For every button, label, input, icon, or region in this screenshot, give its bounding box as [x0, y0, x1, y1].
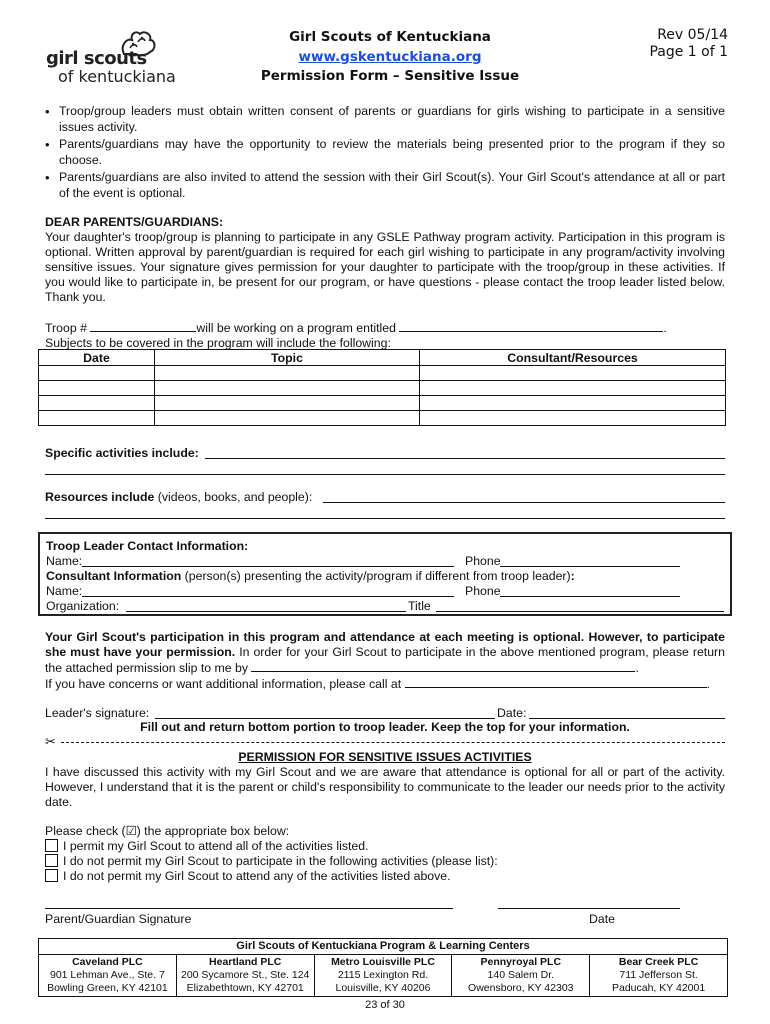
page-of: Page 1 of 1: [649, 44, 728, 60]
plc-centers-row: [39, 955, 728, 997]
table-cell[interactable]: [420, 366, 726, 381]
revision-date: Rev 05/14: [657, 27, 728, 43]
consultant-phone-field[interactable]: [500, 596, 680, 597]
plc-cell: [452, 955, 590, 997]
page-number: 23 of 30: [365, 999, 405, 1011]
table-cell[interactable]: [420, 411, 726, 426]
col-topic: Topic: [155, 350, 420, 366]
plc-name: Heartland PLC: [209, 956, 282, 968]
option-permit-all: [45, 839, 498, 854]
specific-activities-row: [45, 446, 725, 462]
consultant-label-rest: (person(s) presenting the activity/program if different from troop leader): [181, 569, 571, 583]
permit-partial-checkbox[interactable]: [45, 854, 58, 867]
troop-end: .: [663, 321, 667, 335]
option-label: I do not permit my Girl Scout to attend any of the activities listed above.: [63, 869, 451, 883]
instruction-item: • Troop/group leaders must obtain written consent of parents or guardians for girls wishing to participate in a sensitive issues activity.: [45, 104, 725, 135]
scissors-icon: ✂: [45, 735, 56, 749]
plc-city: Bowling Green, KY 42101: [47, 982, 168, 994]
concerns-text: If you have concerns or want additional information, please call at: [45, 677, 402, 691]
optional-bold: Your Girl Scout's participation in this program and attendance at each meeting is optional. However, to participate she must have your permission.: [45, 630, 725, 659]
plc-address: 901 Lehman Ave., Ste. 7: [49, 969, 165, 981]
leader-name-field[interactable]: [82, 566, 454, 567]
permit-none-checkbox[interactable]: [45, 869, 58, 882]
instructions-list: [45, 104, 725, 201]
organization-label: Organization:: [46, 599, 120, 613]
col-consultant: Consultant/Resources: [420, 350, 726, 366]
table-row: [39, 396, 726, 411]
return-instruction: Fill out and return bottom portion to troop leader. Keep the top for your information.: [140, 720, 630, 734]
specific-activities-label: Specific activities include:: [45, 446, 199, 460]
dear-section: [45, 215, 725, 305]
form-title: Permission Form – Sensitive Issue: [260, 68, 520, 84]
optional-end: .: [635, 661, 639, 675]
table-cell[interactable]: [39, 381, 155, 396]
resources-label-bold: Resources include: [45, 490, 155, 504]
plc-address: 140 Salem Dr.: [487, 969, 555, 981]
consultant-colon: :: [570, 569, 575, 583]
organization-field[interactable]: [126, 611, 406, 612]
options-list: [45, 839, 498, 884]
table-cell[interactable]: [39, 396, 155, 411]
table-cell[interactable]: [39, 411, 155, 426]
dashed-divider: [61, 742, 725, 743]
leader-date-label: Date:: [497, 706, 527, 720]
website-link[interactable]: www.gskentuckiana.org: [298, 49, 482, 65]
plc-cell: [39, 955, 177, 997]
contact-box: [38, 532, 732, 616]
consultant-label-bold: Consultant Information: [46, 569, 182, 583]
logo-line2: of kentuckiana: [58, 67, 176, 86]
title-field[interactable]: [436, 611, 724, 612]
plc-name: Caveland PLC: [72, 956, 143, 968]
website-wrap: [240, 49, 540, 65]
plc-city: Elizabethtown, KY 42701: [186, 982, 304, 994]
contact-heading: Troop Leader Contact Information:: [46, 539, 249, 553]
resources-field[interactable]: [323, 502, 725, 503]
plc-cell: [314, 955, 452, 997]
plc-name: Bear Creek PLC: [618, 956, 699, 968]
consultant-name-field[interactable]: [82, 596, 454, 597]
girl-scouts-logo: [44, 28, 204, 86]
specific-activities-field-2[interactable]: [45, 474, 725, 475]
plc-cell: [590, 955, 728, 997]
concerns-line: [45, 676, 725, 692]
revision-block: [649, 27, 728, 61]
resources-label-rest: (videos, books, and people):: [154, 490, 313, 504]
parent-signature-field[interactable]: [45, 908, 453, 909]
table-row: [39, 381, 726, 396]
slip-body: I have discussed this activity with my Girl Scout and we are aware that attendance is optional for all or part of the activity. However, I understand that it is the parent or child's responsibility to communicate to the leader our needs prior to the activity date.: [45, 765, 725, 809]
plc-cell: [176, 955, 314, 997]
title-label: Title: [408, 599, 431, 613]
leader-name-label: Name:: [46, 554, 83, 568]
plc-title: Girl Scouts of Kentuckiana Program & Learning Centers: [39, 939, 728, 955]
table-row: [39, 366, 726, 381]
parent-signature-label: Parent/Guardian Signature: [45, 912, 192, 926]
troop-line: [45, 320, 725, 336]
slip-title-wrap: [45, 750, 725, 764]
troop-label: Troop #: [45, 321, 87, 335]
table-cell[interactable]: [39, 366, 155, 381]
instructions-list-wrap: [45, 104, 725, 203]
slip-title: PERMISSION FOR SENSITIVE ISSUES ACTIVITIES: [238, 750, 532, 764]
plc-address: 2115 Lexington Rd.: [337, 969, 429, 981]
subjects-text: Subjects to be covered in the program will include the following:: [45, 336, 391, 350]
optional-rest: In order for your Girl Scout to participate in the above mentioned program, please return the attached permission slip to me by: [45, 645, 725, 675]
consultant-heading: [46, 569, 575, 583]
troop-number-field[interactable]: [90, 320, 196, 332]
plc-name: Pennyroyal PLC: [480, 956, 562, 968]
plc-table: [38, 938, 728, 997]
resources-field-2[interactable]: [45, 518, 725, 519]
parent-date-field[interactable]: [498, 908, 680, 909]
concerns-end: .: [706, 677, 710, 691]
table-cell[interactable]: [420, 396, 726, 411]
topics-table: [38, 349, 726, 426]
table-cell[interactable]: [155, 366, 420, 381]
leader-phone-label: Phone: [465, 554, 501, 568]
table-cell[interactable]: [155, 396, 420, 411]
table-cell[interactable]: [420, 381, 726, 396]
program-title-field[interactable]: [399, 320, 663, 332]
plc-name: Metro Louisville PLC: [331, 956, 435, 968]
plc-address: 711 Jefferson St.: [619, 969, 698, 981]
leader-phone-field[interactable]: [500, 566, 680, 567]
table-cell[interactable]: [155, 411, 420, 426]
logo-line1: girl scouts: [46, 48, 147, 69]
leader-signature-field[interactable]: [155, 718, 495, 719]
dear-heading: DEAR PARENTS/GUARDIANS:: [45, 215, 224, 229]
table-row: [39, 411, 726, 426]
leader-date-field[interactable]: [529, 718, 725, 719]
consultant-name-label: Name:: [46, 584, 83, 598]
instruction-item: • Parents/guardians are also invited to attend the session with their Girl Scout(s). Your Girl Scout's attendance at all or part of the event is optional.: [45, 170, 725, 201]
resources-row: [45, 490, 725, 506]
return-by-field[interactable]: [251, 660, 635, 672]
plc-address: 200 Sycamore St., Ste. 124: [180, 969, 310, 981]
permit-all-checkbox[interactable]: [45, 839, 58, 852]
optional-paragraph: [45, 630, 725, 676]
parent-date-label: Date: [589, 912, 615, 926]
col-date: Date: [39, 350, 155, 366]
plc-city: Louisville, KY 40206: [335, 982, 431, 994]
instruction-item: • Parents/guardians may have the opportunity to review the materials being presented prior to the program if they so choose.: [45, 137, 725, 168]
check-prompt: Please check (☑) the appropriate box below:: [45, 824, 290, 838]
option-label: I do not permit my Girl Scout to participate in the following activities (please list):: [63, 854, 498, 868]
troop-middle-text: will be working on a program entitled: [196, 321, 396, 335]
consultant-phone-label: Phone: [465, 584, 501, 598]
plc-city: Paducah, KY 42001: [611, 982, 706, 994]
specific-activities-field[interactable]: [205, 458, 725, 459]
option-permit-partial: [45, 854, 498, 869]
option-label: I permit my Girl Scout to attend all of the activities listed.: [63, 839, 369, 853]
leader-signature-label: Leader's signature:: [45, 706, 150, 720]
plc-title-row: [39, 939, 728, 955]
option-permit-none: [45, 869, 498, 884]
cut-line: [45, 735, 725, 749]
table-cell[interactable]: [155, 381, 420, 396]
dear-body: Your daughter's troop/group is planning to participate in any GSLE Pathway program activity. Participation in this program is optional. Written approval by parent/guardian is required for each girl wishing to participate in any program/activity involving sensitive issues. Your signature gives permission for your daughter to participate with the troop/group in these activities. If you would like to participate in, be present for our program, or have questions - please contact the troop leader listed below. Thank you.: [45, 230, 725, 304]
call-at-field[interactable]: [405, 676, 707, 688]
plc-city: Owensboro, KY 42303: [468, 982, 574, 994]
org-name: Girl Scouts of Kentuckiana: [289, 29, 491, 45]
table-header-row: [39, 350, 726, 366]
